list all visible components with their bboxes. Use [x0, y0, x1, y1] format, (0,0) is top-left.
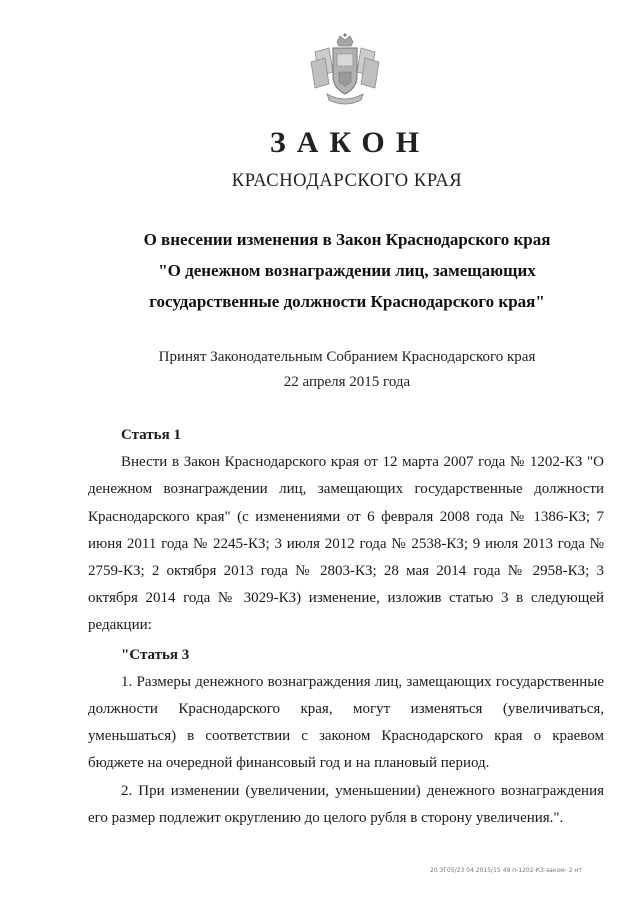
- adoption-date: 22 апреля 2015 года: [283, 374, 411, 390]
- article-1-text: Внести в Закон Краснодарского края от 12 марта 2007 года № 1202-КЗ "О денежном вознаграждении лиц, замещающих государственные должности Краснодарского края" (с изменениями от 6 февраля 2008 года № 1386-КЗ; 7 июня 2011 года № 2245-КЗ; 3 июля 2012 года № 2538-КЗ; 9 июля 2013 года № 2759-КЗ; 2 октября 2013 года № 2803-КЗ; 28 мая 2014 года № 2958-КЗ; 3 октября 2014 года № 3029-КЗ) изменение, изложив статью 3 в следующей редакции:: [88, 454, 604, 634]
- coat-of-arms-icon: [307, 32, 383, 108]
- law-title-line-2: "О денежном вознаграждении лиц, замещающих: [158, 261, 536, 280]
- article-1-heading: Статья 1: [121, 427, 181, 443]
- region-title: КРАСНОДАРСКОГО КРАЯ: [231, 171, 463, 191]
- law-title: [0, 224, 640, 317]
- law-body: [88, 422, 604, 832]
- file-reference: 20 ЗГ05/23 04 2015/15 49 п-1202-КЗ-заком- 2 нт: [430, 867, 582, 874]
- document-type-title: ЗАКОН: [269, 126, 431, 159]
- adoption-body: Принят Законодательным Собранием Краснодарского края: [158, 349, 536, 365]
- law-title-line-1: О внесении изменения в Закон Краснодарского края: [143, 230, 551, 249]
- article-3-heading: "Статья 3: [121, 646, 190, 663]
- law-title-line-3: государственные должности Краснодарского края": [149, 292, 545, 311]
- article-3-point-1: 1. Размеры денежного вознаграждения лиц, замещающих государственные должности Краснодарского края, могут изменяться (увеличиваться, уменьшаться) в соответствии с законом Краснодарского края о краевом бюджете на очередной финансовый год и на плановый период.: [88, 673, 604, 772]
- article-3-point-2: 2. При изменении (увеличении, уменьшении) денежного вознаграждения его размер подлежит округлению до целого рубля в сторону увеличения.".: [88, 782, 604, 826]
- adoption-info: [0, 345, 640, 395]
